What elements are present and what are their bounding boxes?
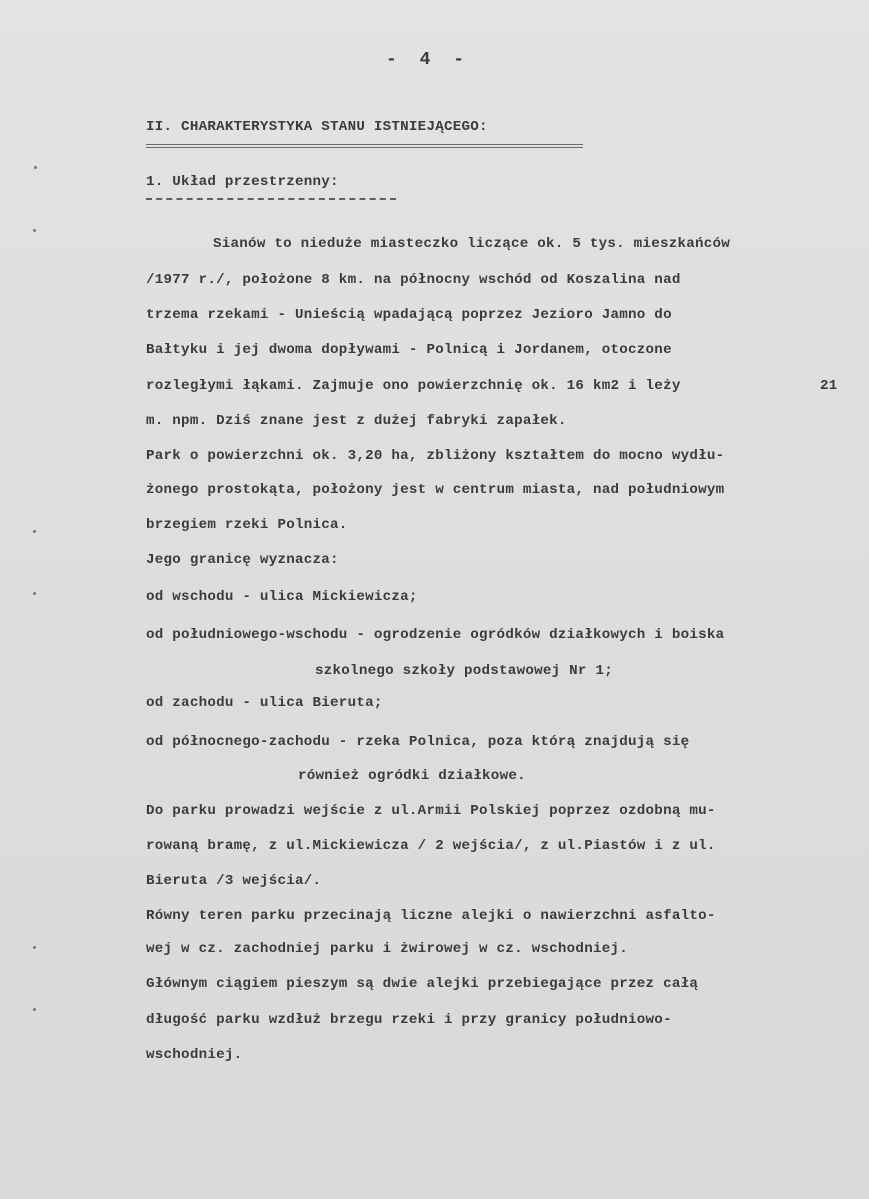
section-heading-underline <box>146 144 583 148</box>
paragraph-5-line: wschodniej. <box>146 1047 243 1063</box>
paragraph-2-line: żonego prostokąta, położony jest w centrum miasta, nad południowym <box>146 482 725 498</box>
boundary-northwest-cont: również ogródki działkowe. <box>298 768 526 784</box>
boundaries-intro: Jego granicę wyznacza: <box>146 552 339 568</box>
paragraph-1-line: /1977 r./, położone 8 km. na północny wschód od Koszalina nad <box>146 272 681 288</box>
margin-speck <box>33 1008 36 1011</box>
margin-speck <box>34 166 37 169</box>
section-heading: II. CHARAKTERYSTYKA STANU ISTNIEJĄCEGO: <box>146 119 488 135</box>
boundary-southeast: od południowego-wschodu - ogrodzenie ogródków działkowych i boiska <box>146 627 725 643</box>
paragraph-2-line: brzegiem rzeki Polnica. <box>146 517 348 533</box>
subsection-heading-underline <box>146 198 396 200</box>
paragraph-1-line: m. npm. Dziś znane jest z dużej fabryki zapałek. <box>146 413 567 429</box>
margin-speck <box>33 592 36 595</box>
paragraph-4-line: wej w cz. zachodniej parku i żwirowej w cz. wschodniej. <box>146 941 629 957</box>
boundary-northwest: od północnego-zachodu - rzeka Polnica, poza którą znajdują się <box>146 734 690 750</box>
subsection-heading: 1. Układ przestrzenny: <box>146 174 339 190</box>
paragraph-5-line: Głównym ciągiem pieszym są dwie alejki przebiegające przez całą <box>146 976 699 992</box>
margin-speck <box>33 229 36 232</box>
paragraph-2-line: Park o powierzchni ok. 3,20 ha, zbliżony kształtem do mocno wydłu- <box>146 448 725 464</box>
paragraph-1-line: Sianów to nieduże miasteczko liczące ok. 5 tys. mieszkańców <box>213 236 731 252</box>
paragraph-1-line: rozległymi łąkami. Zajmuje ono powierzchnię ok. 16 km2 i leży <box>146 378 681 394</box>
paragraph-3-line: Bieruta /3 wejścia/. <box>146 873 322 889</box>
page-number: - 4 - <box>386 50 471 70</box>
paragraph-1-line: trzema rzekami - Unieścią wpadającą poprzez Jezioro Jamno do <box>146 307 672 323</box>
paragraph-3-line: Do parku prowadzi wejście z ul.Armii Polskiej poprzez ozdobną mu- <box>146 803 716 819</box>
boundary-east: od wschodu - ulica Mickiewicza; <box>146 589 418 605</box>
margin-speck <box>33 530 36 533</box>
boundary-southeast-cont: szkolnego szkoły podstawowej Nr 1; <box>315 663 613 679</box>
boundary-west: od zachodu - ulica Bieruta; <box>146 695 383 711</box>
paragraph-4-line: Równy teren parku przecinają liczne alejki o nawierzchni asfalto- <box>146 908 716 924</box>
paragraph-1-line-end: 21 <box>820 378 838 394</box>
paragraph-3-line: rowaną bramę, z ul.Mickiewicza / 2 wejścia/, z ul.Piastów i z ul. <box>146 838 716 854</box>
paragraph-5-line: długość parku wzdłuż brzegu rzeki i przy granicy południowo- <box>146 1012 672 1028</box>
paragraph-1-line: Bałtyku i jej dwoma dopływami - Polnicą i Jordanem, otoczone <box>146 342 672 358</box>
margin-speck <box>33 946 36 949</box>
